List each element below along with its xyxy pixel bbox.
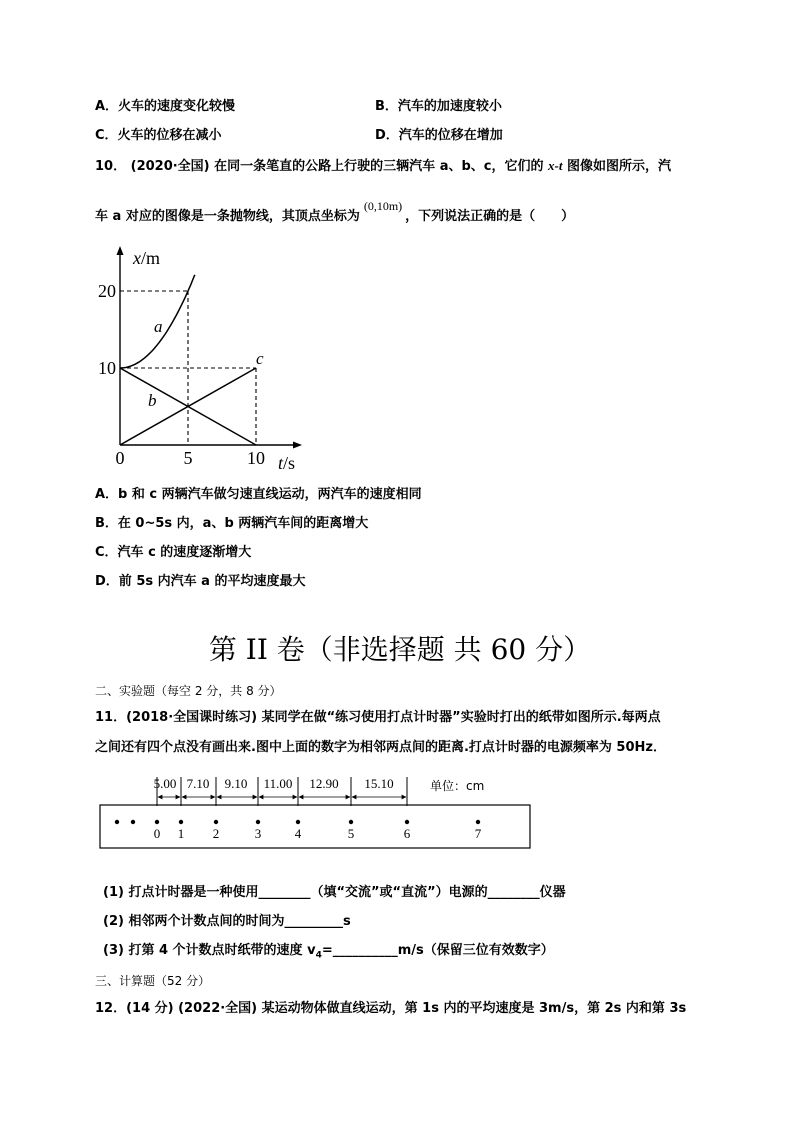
q9-option-a: A．火车的速度变化较慢 — [95, 99, 236, 114]
xt-graph — [90, 240, 315, 480]
y-axis-unit: /m — [141, 248, 161, 268]
x-axis-variable: t — [278, 453, 284, 473]
q9-option-d: D．汽车的位移在增加 — [375, 128, 503, 143]
point-label: 0 — [153, 826, 161, 841]
q10-option-d: D．前 5s 内汽车 a 的平均速度最大 — [95, 574, 306, 589]
section-heading-experiment: 二、实验题（每空 2 分，共 8 分） — [95, 684, 282, 698]
q9-option-b: B．汽车的加速度较小 — [375, 99, 502, 114]
count-point — [155, 820, 159, 824]
q11-sub3-suffix: =__________m/s（保留三位有效数字） — [321, 943, 554, 958]
count-point — [349, 820, 353, 824]
point-label: 6 — [403, 826, 411, 841]
q10-option-b: B．在 0~5s 内，a、b 两辆汽车间的距离增大 — [95, 516, 369, 531]
y-tick-label: 20 — [98, 281, 116, 301]
distance-label: 15.10 — [364, 776, 394, 791]
q10-number: 10． — [95, 159, 127, 174]
q11-stem-line2: 之间还有四个点没有画出来.图中上面的数字为相邻两点间的距离.打点计时器的电源频率为 50Hz． — [95, 740, 666, 755]
q10-vertex-coordinate: (0,10m) — [363, 199, 403, 213]
q11-sub3-prefix: (3) 打第 4 个计数点时纸带的速度 v — [103, 943, 316, 958]
distance-label: 12.90 — [309, 776, 339, 791]
q10-option-a: A．b 和 c 两辆汽车做匀速直线运动，两汽车的速度相同 — [95, 487, 422, 502]
point-label: 1 — [177, 826, 185, 841]
x-tick-label: 10 — [247, 448, 265, 468]
y-tick-label: 10 — [98, 358, 116, 378]
q10-stem-part1: 在同一条笔直的公路上行驶的三辆汽车 a、b、c，它们的 — [214, 159, 544, 174]
tape-dot — [115, 820, 119, 824]
distance-label: 5.00 — [153, 776, 177, 791]
point-label: 3 — [254, 826, 262, 841]
x-tick-label: 0 — [115, 448, 125, 468]
q10-stem-line2-end: ，下列说法正确的是（ ） — [405, 209, 575, 224]
q10-xt-variable: x-t — [548, 158, 563, 173]
distance-label: 9.10 — [224, 776, 248, 791]
guide-lines — [120, 291, 256, 445]
distance-label: 11.00 — [263, 776, 293, 791]
distance-label: 7.10 — [186, 776, 210, 791]
point-label: 5 — [347, 826, 355, 841]
y-axis-label — [132, 248, 160, 268]
q10-stem-line1 — [95, 158, 671, 175]
count-point — [179, 820, 183, 824]
q11-sub3-subscript: 4 — [315, 950, 322, 961]
q9-option-c: C．火车的位移在减小 — [95, 128, 222, 143]
x-axis-label — [278, 453, 295, 473]
curve-label-c: c — [256, 349, 264, 368]
curve-label-b: b — [148, 391, 157, 410]
section-heading-calculation: 三、计算题（52 分） — [95, 974, 211, 988]
count-point — [256, 820, 260, 824]
x-axis-arrow-icon — [293, 442, 302, 449]
q10-option-c: C．汽车 c 的速度逐渐增大 — [95, 545, 252, 560]
tape-dot — [131, 820, 135, 824]
paper-tape — [100, 805, 530, 848]
count-point — [214, 820, 218, 824]
unit-label: 单位：cm — [430, 779, 485, 793]
q10-stem-line2-text: 车 a 对应的图像是一条抛物线，其顶点坐标为 — [95, 209, 360, 224]
volume-title: 第 II 卷（非选择题 共 60 分） — [208, 633, 592, 666]
count-point — [476, 820, 480, 824]
point-label: 2 — [212, 826, 220, 841]
q12-stem-line1: 12．(14 分) (2022·全国) 某运动物体做直线运动，第 1s 内的平均速度是 3m/s，第 2s 内和第 3s — [95, 1001, 687, 1016]
count-point — [296, 820, 300, 824]
point-label: 4 — [294, 826, 302, 841]
q11-sub2: (2) 相邻两个计数点间的时间为_________s — [103, 914, 351, 929]
q11-stem-line1: 11．(2018·全国课时练习) 某同学在做“练习使用打点计时器”实验时打出的纸带如图所示.每两点 — [95, 710, 661, 725]
x-axis-unit: /s — [283, 453, 296, 473]
q10-stem-line2 — [95, 199, 575, 225]
q10-stem-part2: 图像如图所示，汽 — [567, 159, 672, 174]
paper-tape-diagram — [95, 770, 540, 855]
point-label: 7 — [474, 826, 482, 841]
curve-label-a: a — [154, 317, 163, 336]
q11-sub3 — [103, 943, 554, 964]
y-axis-variable: x — [133, 248, 141, 268]
count-point — [405, 820, 409, 824]
q10-source: (2020·全国) — [130, 159, 210, 174]
x-tick-label: 5 — [183, 448, 193, 468]
q11-sub1: (1) 打点计时器是一种使用________（填“交流”或“直流”）电源的________仪器 — [103, 885, 566, 900]
y-axis-arrow-icon — [117, 246, 124, 255]
